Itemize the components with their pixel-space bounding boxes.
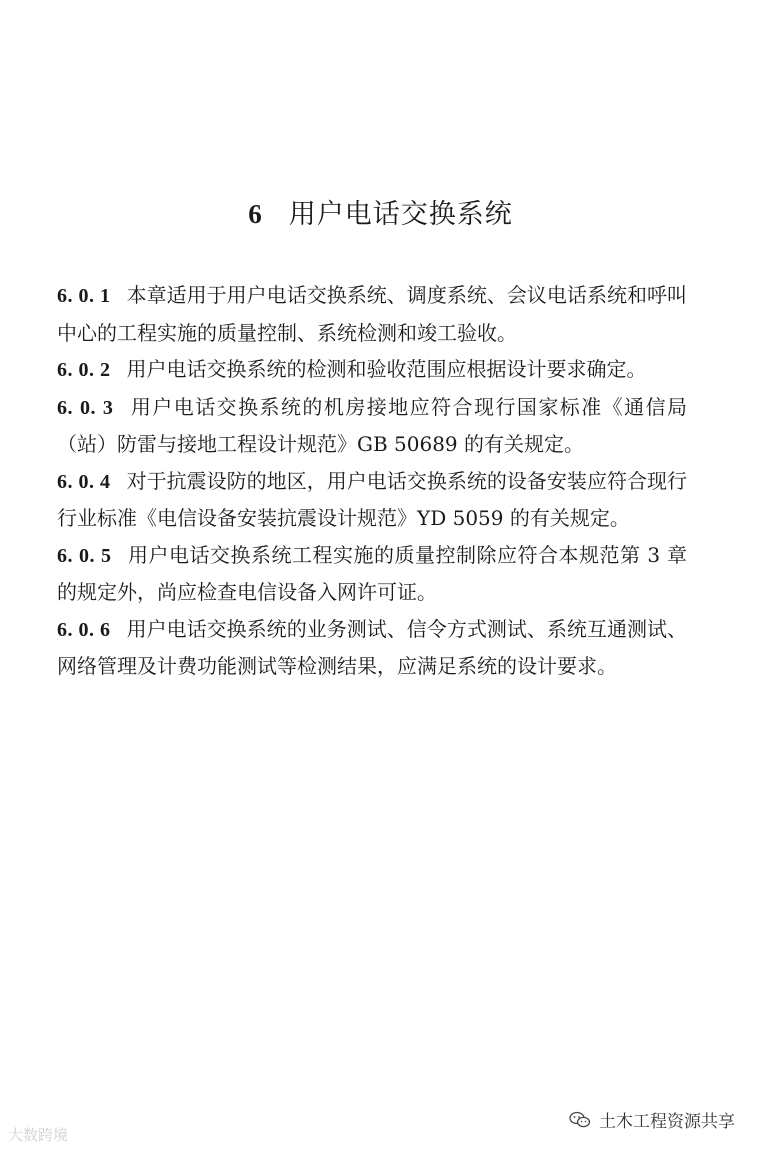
clause-6-0-1 [57,277,687,351]
clause-list [57,277,687,685]
clause-number: 6. 0. 3 [57,396,114,419]
clause-text: 本章适用于用户电话交换系统、调度系统、会议电话系统和呼叫中心的工程实施的质量控制、系统检测和竣工验收。 [57,283,688,345]
watermark-left-text: 大数跨境 [8,1126,69,1144]
clause-text: 用户电话交换系统的机房接地应符合现行国家标准《通信局（站）防雷与接地工程设计规范》GB 50689 的有关规定。 [57,394,688,456]
clause-6-0-3 [57,389,687,463]
clause-6-0-6 [57,611,687,685]
chapter-number: 6 [248,199,263,229]
wechat-icon [569,1111,591,1129]
watermark-right-text: 土木工程资源共享 [599,1112,735,1132]
clause-number: 6. 0. 5 [57,544,112,567]
clause-6-0-2 [57,351,687,389]
clause-text: 对于抗震设防的地区，用户电话交换系统的设备安装应符合现行行业标准《电信设备安装抗震设计规范》YD 5059 的有关规定。 [57,468,688,530]
clause-number: 6. 0. 1 [57,285,111,307]
chapter-title-text: 用户电话交换系统 [288,199,513,230]
clause-number: 6. 0. 2 [57,359,111,381]
clause-number: 6. 0. 4 [57,470,111,493]
watermark-left [8,1124,68,1145]
chapter-title [0,192,761,231]
clause-text: 用户电话交换系统工程实施的质量控制除应符合本规范第 3 章的规定外，尚应检查电信设备入网许可证。 [57,542,687,604]
watermark-right [569,1107,735,1132]
clause-6-0-4 [57,463,687,537]
clause-6-0-5 [57,537,687,611]
clause-text: 用户电话交换系统的检测和验收范围应根据设计要求确定。 [126,357,647,381]
clause-number: 6. 0. 6 [57,618,111,641]
clause-text: 用户电话交换系统的业务测试、信令方式测试、系统互通测试、网络管理及计费功能测试等检测结果，应满足系统的设计要求。 [57,616,688,678]
